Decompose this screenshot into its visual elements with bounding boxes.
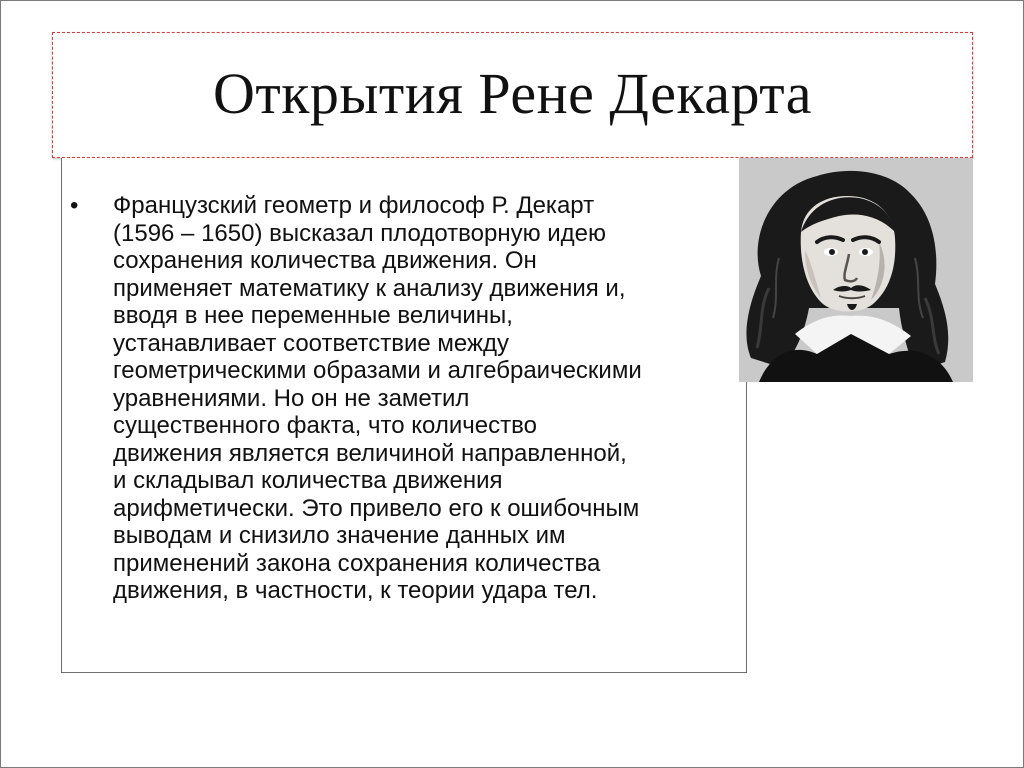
portrait-image (739, 158, 973, 382)
bullet-icon: • (70, 192, 79, 219)
slide-title: Открытия Рене Декарта (212, 60, 813, 126)
title-placeholder (52, 32, 973, 158)
portrait-of-rene-descartes-icon (739, 158, 973, 382)
content-placeholder (61, 158, 747, 673)
bullet-text: Французский геометр и философ Р. Декарт (1596 – 1650) высказал плодотворную идею сохранения количества движения. Он применяет математику к анализу движения и, вводя в нее переменные величины, устанавливает соответствие между геометрическими образами и алгебраическими уравнениями. Но он не заметил существенного факта, что количество движения является величиной направленной, и складывал количества движения арифметически. Это привело его к ошибочным выводам и снизило значение данных им применений закона сохранения количества движения, в частности, к теории удара тел. (113, 192, 642, 604)
bullet-item (70, 192, 740, 605)
